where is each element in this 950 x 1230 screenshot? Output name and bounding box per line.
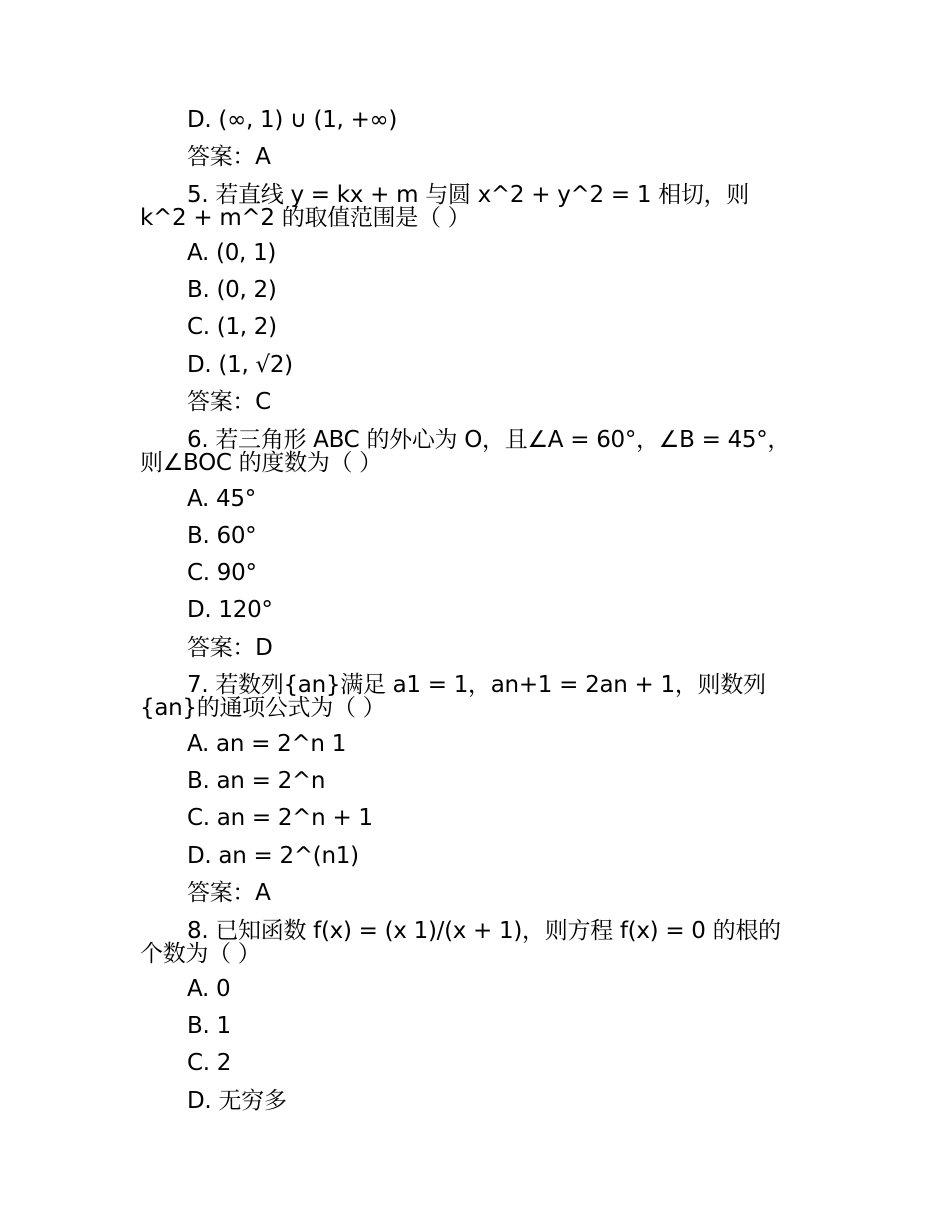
q8-option-d: D. 无穷多: [187, 1088, 287, 1114]
q6-option-a: A. 45°: [187, 486, 256, 512]
q6-option-c: C. 90°: [187, 560, 257, 586]
q7-answer: 答案：A: [187, 880, 271, 906]
q7-option-b: B. an = 2^n: [187, 768, 326, 794]
q7-option-c: C. an = 2^n + 1: [187, 805, 373, 831]
q8-option-b: B. 1: [187, 1013, 231, 1039]
q7-stem-line1: 7. 若数列{an}满足 a1 = 1，an+1 = 2an + 1，则数列: [187, 672, 766, 698]
q5-answer: 答案：C: [187, 389, 271, 415]
q6-stem-line2: 则∠BOC 的度数为（ ）: [140, 450, 382, 476]
q5-option-c: C. (1, 2): [187, 314, 277, 340]
prev-option-d: D. (∞, 1) ∪ (1, +∞): [187, 107, 398, 133]
prev-answer: 答案：A: [187, 144, 271, 170]
q7-option-a: A. an = 2^n 1: [187, 731, 347, 757]
q6-option-b: B. 60°: [187, 523, 257, 549]
q8-option-c: C. 2: [187, 1050, 232, 1076]
q5-stem-line1: 5. 若直线 y = kx + m 与圆 x^2 + y^2 = 1 相切，则: [187, 182, 749, 208]
q5-option-b: B. (0, 2): [187, 277, 277, 303]
q6-stem-line1: 6. 若三角形 ABC 的外心为 O，且∠A = 60°，∠B = 45°，: [187, 427, 791, 453]
q6-option-d: D. 120°: [187, 597, 273, 623]
q5-stem-line2: k^2 + m^2 的取值范围是（ ）: [140, 205, 471, 231]
q7-stem-line2: {an}的通项公式为（ ）: [140, 695, 386, 721]
q8-option-a: A. 0: [187, 976, 231, 1002]
q7-option-d: D. an = 2^(n1): [187, 843, 359, 869]
q5-option-a: A. (0, 1): [187, 240, 277, 266]
q8-stem-line2: 个数为（ ）: [140, 941, 261, 967]
q6-answer: 答案：D: [187, 635, 273, 661]
q8-stem-line1: 8. 已知函数 f(x) = (x 1)/(x + 1)，则方程 f(x) = 0 的根的: [187, 918, 781, 944]
q5-option-d: D. (1, √2): [187, 352, 293, 378]
